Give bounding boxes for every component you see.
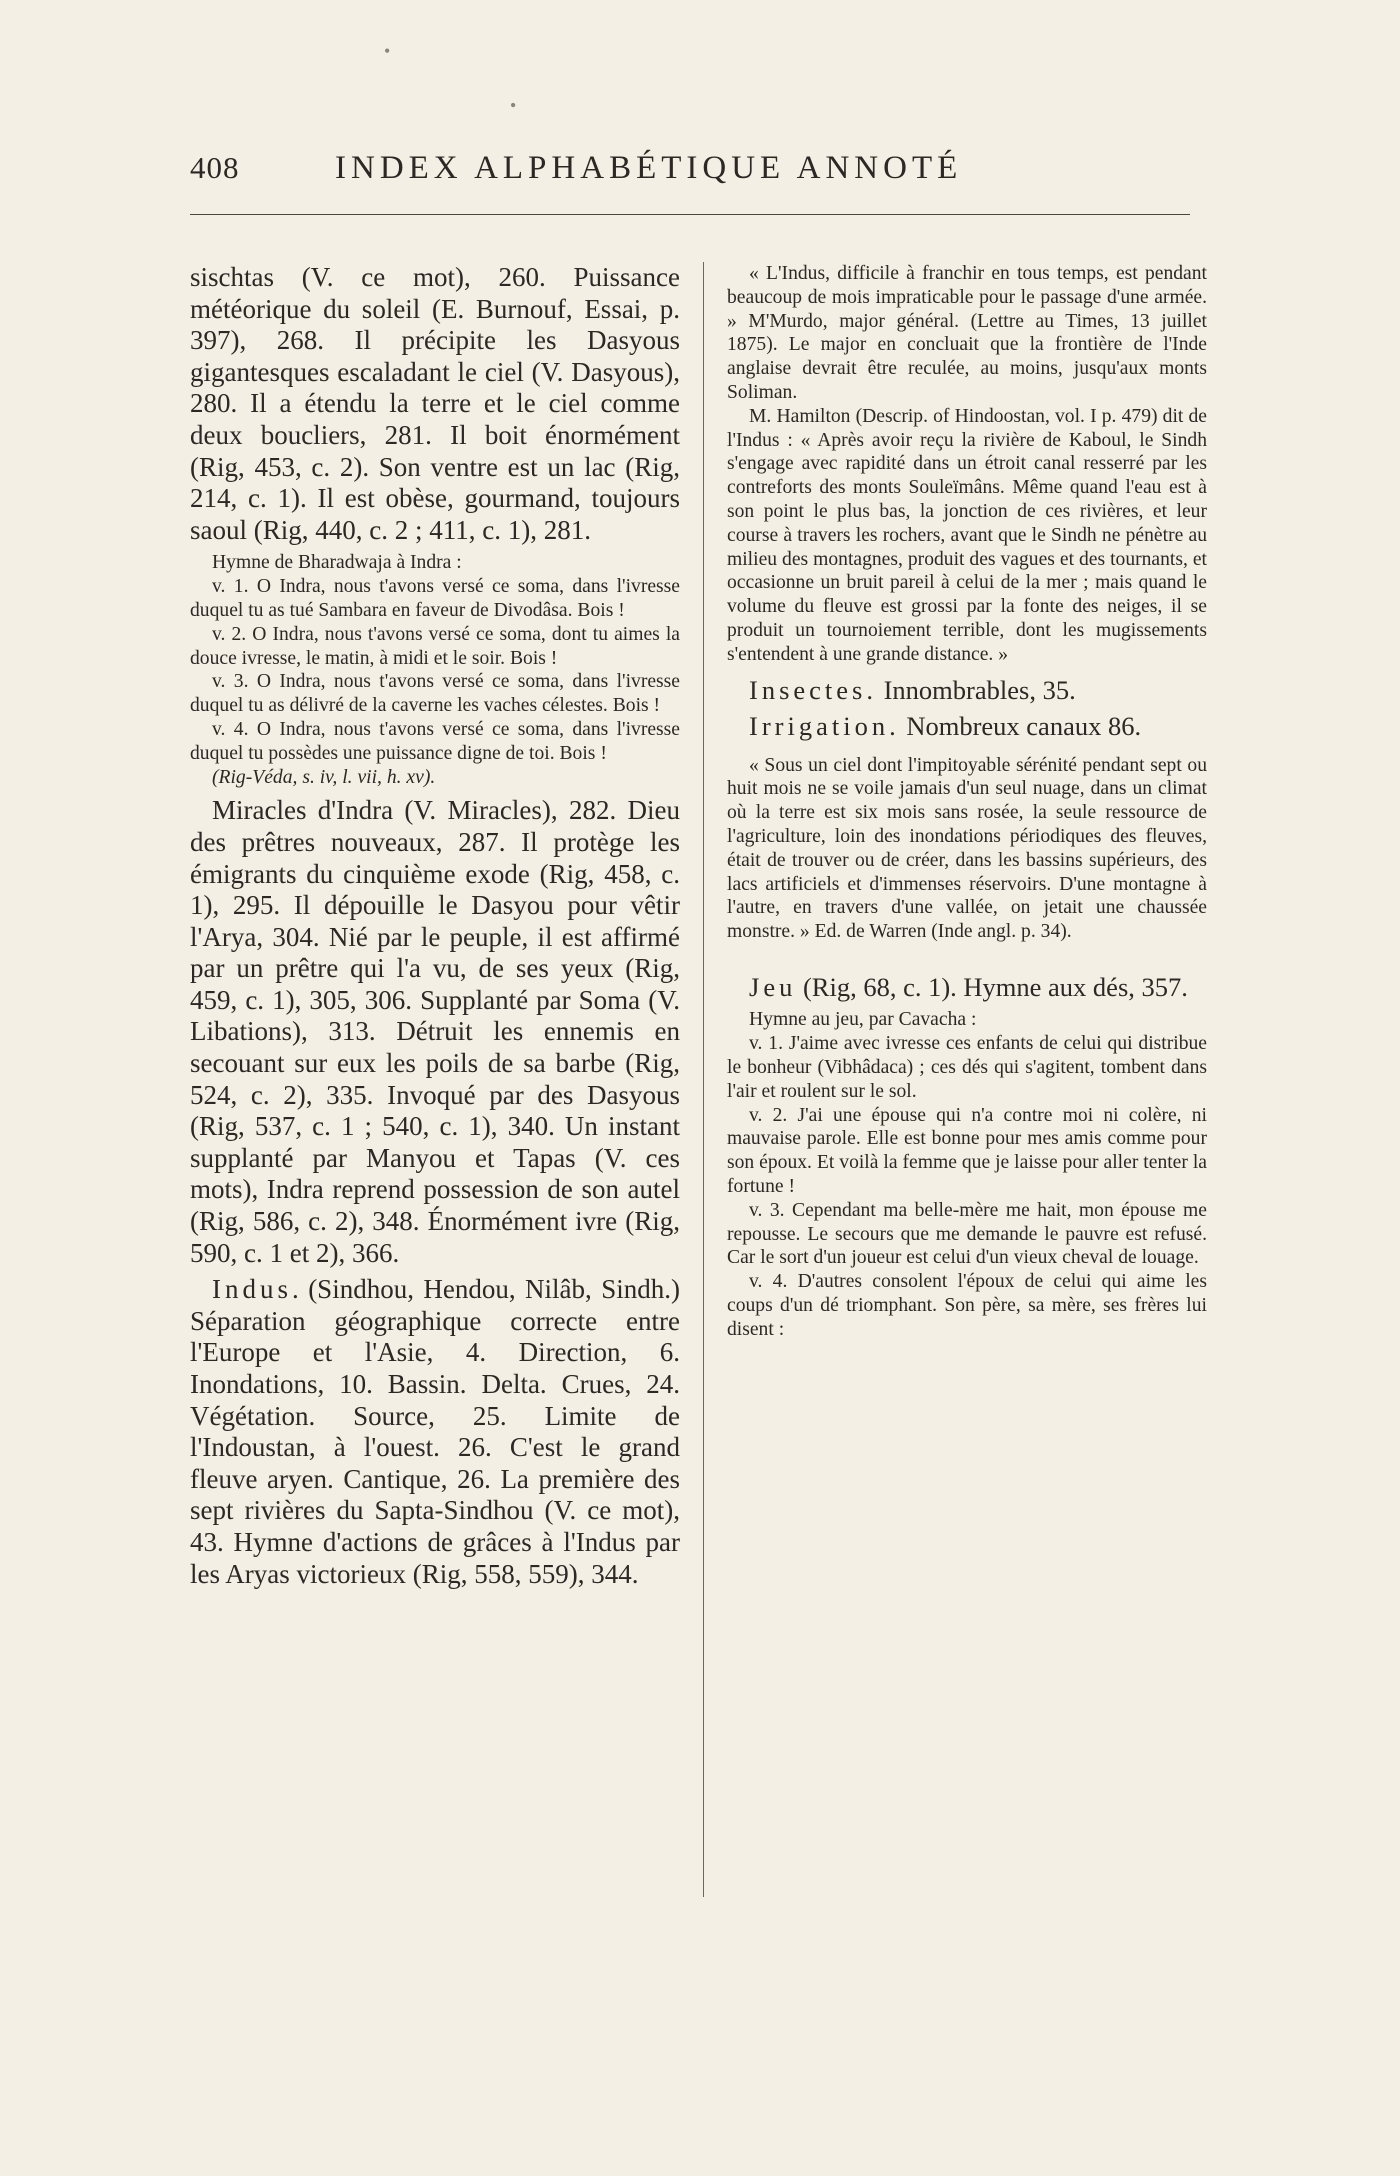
entry-indus: Indus. (Sindhou, Hendou, Nilâb, Sindh.) Séparation géographique correcte entre l'Europe et l'Asie, 4. Direction, 6. Inondations, 10. Bassin. Delta. Crues, 24. Végétation. Source, 25. Limite de l'Indoustan, à l'ouest. 26. C'est le grand fleuve aryen. Cantique, 26. La première des sept rivières du Sapta-Sindhou (V. ce mot), 43. Hymne d'actions de grâces à l'Indus par les Aryas victorieux (Rig, 558, 559), 344. <box>190 1274 680 1589</box>
quote-murdo: « L'Indus, difficile à franchir en tous temps, est pendant beaucoup de mois impraticable pour le passage d'une armée. » M'Murdo, major général. (Lettre au Times, 13 juillet 1875). Le major en concluait que la frontière de l'Inde anglaise devrait être reculée, au moins, jusqu'aux monts Soliman. <box>727 263 1207 403</box>
quote-warren: « Sous un ciel dont l'impitoyable sérénité pendant sept ou huit mois ne se voile jamais d'un seul nuage, dans un climat où la terre est six mois sans rosée, la seule ressource de l'agriculture, loin des inondations périodiques des fleuves, était de trouver ou de créer, dans les bassins supérieurs, des lacs artificiels et d'immenses réservoirs. D'une montagne à l'autre, en travers d'une vallée, on jetait une chaussée monstre. » Ed. de Warren (Inde angl. p. 34). <box>727 754 1207 943</box>
entry-heading: Jeu <box>749 971 797 1002</box>
jeu-verse-2: v. 2. J'ai une épouse qui n'a contre moi ni colère, ni mauvaise parole. Elle est bonne pour mes amis comme pour son époux. Et voilà la femme que je laisse pour aller tenter la fortune ! <box>727 1104 1207 1197</box>
quote-hamilton: M. Hamilton (Descrip. of Hindoostan, vol. I p. 479) dit de l'Indus : « Après avoir reçu la rivière de Kaboul, le Sindh s'engage avec rapidité dans un étroit canal resserré par les contreforts des monts Souleïmâns. Même quand l'eau est à son point le plus bas, la jonction de ces rivières, et leur course à travers les rochers, avant que le Sindh ne pénètre au milieu des montagnes, produit des vagues et des tournants, et occasionne un bruit pareil à celui de la mer ; mais quand le volume du fleuve est grossi par la fonte des neiges, il se produit un tournoiement terrible, dont les mugissements s'entendent à une grande distance. » <box>727 405 1207 665</box>
entry-body: Nombreux canaux 86. <box>906 711 1142 742</box>
right-column <box>727 262 1207 1342</box>
hymn-verse-4: v. 4. O Indra, nous t'avons versé ce soma, dans l'ivresse duquel tu possèdes une puissance digne de toi. Bois ! <box>190 718 680 764</box>
ink-speck: • <box>384 41 391 61</box>
hymn-reference: (Rig-Véda, s. iv, l. vii, h. xv). <box>212 766 436 788</box>
entry-irrigation <box>727 711 1207 743</box>
column-divider <box>703 262 704 1897</box>
entry-heading: Irrigation. <box>749 711 900 742</box>
left-column <box>190 262 680 1595</box>
indra-paragraph-2: Miracles d'Indra (V. Miracles), 282. Dieu des prêtres nouveaux, 287. Il protège les émigrants du cinquième exode (Rig, 458, c. 1), 295. Il dépouille le Dasyou pour vêtir l'Arya, 304. Nié par le peuple, il est affirmé par un prêtre qui l'a vu, de ses yeux (Rig, 459, c. 1), 305, 306. Supplanté par Soma (V. Libations), 313. Détruit les ennemis en secouant sur eux les poils de sa barbe (Rig, 524, c. 2), 335. Invoqué par des Dasyous (Rig, 537, c. 1 ; 540, c. 1), 340. Un instant supplanté par Manyou et Tapas (V. ces mots), Indra reprend possession de son autel (Rig, 586, c. 2), 348. Énormément ivre (Rig, 590, c. 1 et 2), 366. <box>190 795 680 1268</box>
entry-heading: Insectes. <box>749 674 877 705</box>
jeu-verse-1: v. 1. J'aime avec ivresse ces enfants de celui qui distribue le bonheur (Vibhâdaca) ; ces dés qui s'agitent, tombent dans l'air et roulent sur le sol. <box>727 1033 1207 1102</box>
hymn-title: Hymne de Bharadwaja à Indra : <box>212 552 462 574</box>
hymn-verse-1: v. 1. O Indra, nous t'avons versé ce soma, dans l'ivresse duquel tu as tué Sambara en faveur de Divodâsa. Bois ! <box>190 576 680 621</box>
entry-heading: Indus <box>212 1274 292 1305</box>
entry-jeu <box>727 972 1207 1004</box>
entry-body: (Rig, 68, c. 1). Hymne aux dés, 357. <box>802 971 1188 1002</box>
entry-insectes <box>727 675 1207 707</box>
entry-body: Innombrables, 35. <box>883 674 1076 705</box>
running-title: INDEX ALPHABÉTIQUE ANNOTÉ <box>335 150 963 186</box>
page-number: 408 <box>190 150 240 185</box>
entry-body: (Sindhou, Hendou, Nilâb, Sindh.) Séparation géographique correcte entre l'Europe et l'Asie, 4. Direction, 6. Inondations, 10. Bassin. Delta. Crues, 24. Végétation. Source, 25. Limite de l'Indoustan, à l'ouest. 26. C'est le grand fleuve aryen. Cantique, 26. La première des sept rivières du Sapta-Sindhou (V. ce mot), 43. Hymne d'actions de grâces à l'Indus par les Aryas victorieux (Rig, 558, 559), 344. <box>190 1274 680 1589</box>
indra-continuation: sischtas (V. ce mot), 260. Puissance météorique du soleil (E. Burnouf, Essai, p. 397), 268. Il précipite les Dasyous gigantesques escaladant le ciel (V. Dasyous), 280. Il a étendu la terre et le ciel comme deux boucliers, 281. Il boit énormément (Rig, 453, c. 2). Son ventre est un lac (Rig, 214, c. 1). Il est obèse, gourmand, toujours saoul (Rig, 440, c. 2 ; 411, c. 1), 281. <box>190 262 680 545</box>
header-rule <box>190 214 1190 215</box>
jeu-hymn-title: Hymne au jeu, par Cavacha : <box>749 1009 977 1031</box>
jeu-verse-3: v. 3. Cependant ma belle-mère me hait, mon épouse me repousse. Le secours que me demande le pauvre est refusé. Car le sort d'un joueur est celui d'un vieux cheval de louage. <box>727 1199 1207 1269</box>
ink-speck: • <box>505 94 521 116</box>
hymn-verse-2: v. 2. O Indra, nous t'avons versé ce soma, dont tu aimes la douce ivresse, le matin, à midi et le soir. Bois ! <box>190 623 680 669</box>
jeu-verse-4: v. 4. D'autres consolent l'époux de celui qui aime les coups d'un dé triomphant. Son père, sa mère, ses frères lui disent : <box>727 1271 1207 1340</box>
page-header <box>190 150 1190 200</box>
hymn-verse-3: v. 3. O Indra, nous t'avons versé ce soma, dans l'ivresse duquel tu as délivré de la caverne les vaches célestes. Bois ! <box>190 671 680 717</box>
